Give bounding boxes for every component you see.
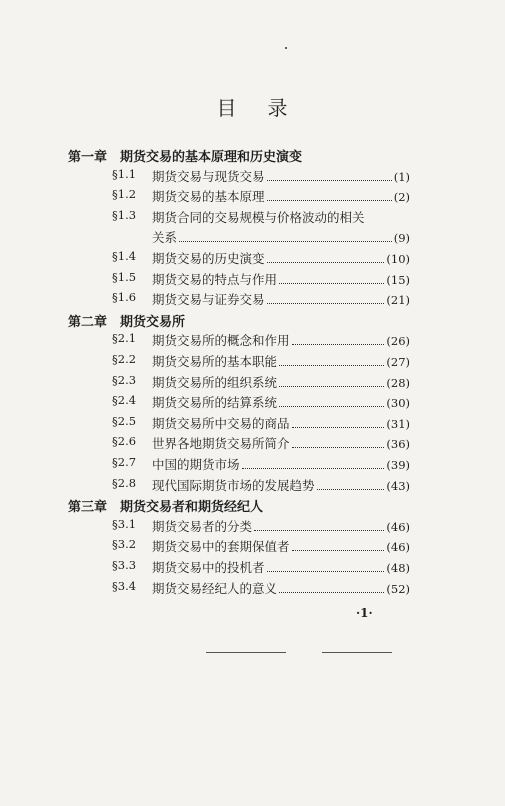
toc-entry: [112, 373, 410, 391]
section-title: 期货合同的交易规模与价格波动的相关: [152, 209, 365, 225]
section-number: §2.6: [112, 434, 137, 449]
dot-leader: [267, 190, 392, 201]
toc-entry: [112, 208, 410, 226]
chapter-heading: [68, 311, 185, 330]
section-number: §1.2: [112, 187, 137, 202]
page-ref: (46): [386, 519, 410, 534]
dot-leader: [242, 458, 385, 469]
page-ref: (10): [386, 252, 410, 266]
section-number: §3.3: [112, 558, 137, 572]
section-title: 期货交易所的基本职能: [152, 354, 278, 369]
section-title: 期货交易所中交易的商品: [152, 415, 290, 431]
toc-entry-continued: [112, 228, 410, 246]
entry-line: [152, 331, 410, 349]
dot-leader: [267, 561, 385, 572]
toc-entry: [112, 249, 410, 267]
section-number: §3.1: [112, 516, 137, 531]
entry-line: [152, 414, 410, 432]
entry-line: [152, 167, 410, 185]
section-number: §2.5: [112, 413, 137, 428]
section-number: §2.1: [112, 331, 137, 346]
dot-leader: [279, 396, 384, 407]
entry-line: [152, 187, 410, 205]
chapter-number: 第二章: [68, 314, 108, 330]
section-title: 期货交易的历史演变: [152, 251, 265, 266]
page-ref: (9): [393, 231, 410, 246]
page-ref: (31): [386, 416, 410, 431]
section-number: §2.7: [112, 455, 137, 469]
chapter-heading: [68, 496, 263, 515]
section-number: §1.4: [112, 249, 137, 263]
section-title: 世界各地期货交易所简介: [152, 436, 290, 452]
bottom-rule-left: [206, 652, 286, 653]
toc-entry: [112, 187, 410, 205]
entry-line: [152, 455, 410, 473]
page-ref: (28): [386, 375, 410, 390]
entry-line: [152, 476, 410, 494]
section-title: 期货交易所的概念和作用: [152, 333, 290, 349]
section-title-continued: 关系: [152, 230, 178, 246]
entry-line: [152, 249, 410, 267]
toc-entry: [112, 517, 410, 535]
page-ref: (46): [386, 540, 410, 555]
section-number: §1.1: [112, 166, 137, 181]
scan-speck: [285, 47, 287, 49]
dot-leader: [254, 520, 384, 531]
section-title: 期货交易中的套期保值者: [152, 539, 290, 555]
page-ref: (27): [386, 355, 410, 369]
section-title: 期货交易所的组织系统: [152, 374, 278, 390]
entry-line: [152, 373, 410, 391]
page-title: [0, 92, 505, 121]
section-number: §2.4: [112, 393, 137, 408]
page-ref: (15): [386, 272, 410, 287]
dot-leader: [317, 479, 385, 490]
toc-entry: [112, 558, 410, 576]
dot-leader: [292, 417, 385, 428]
page-ref: (36): [386, 437, 410, 452]
dot-leader: [267, 293, 385, 304]
chapter-title: 期货交易所: [120, 314, 186, 330]
dot-leader: [279, 582, 384, 593]
dot-leader: [179, 231, 392, 242]
dot-leader: [292, 437, 385, 448]
section-title: 期货交易所的结算系统: [152, 395, 278, 411]
toc-entry: [112, 434, 410, 452]
page-ref: (21): [386, 293, 410, 308]
toc-entry: [112, 414, 410, 432]
dot-leader: [279, 355, 384, 366]
entry-line: [152, 290, 410, 308]
section-title: 期货交易中的投机者: [152, 560, 265, 575]
section-title: 期货交易与证券交易: [152, 292, 265, 308]
dot-leader: [279, 273, 384, 284]
section-title: 期货交易者的分类: [152, 518, 253, 534]
section-number: §2.8: [112, 475, 137, 490]
section-title: 期货交易的特点与作用: [152, 271, 278, 287]
page-ref: (52): [386, 581, 410, 596]
chapter-number: 第三章: [68, 500, 108, 516]
toc-entry: [112, 537, 410, 555]
section-title: 期货交易的基本原理: [152, 189, 265, 205]
page-ref: (26): [386, 334, 410, 349]
dot-leader: [279, 376, 384, 387]
page-ref: (39): [386, 458, 410, 472]
section-number: §2.3: [112, 372, 137, 387]
toc-entry: [112, 331, 410, 349]
page-ref: (30): [386, 396, 410, 411]
toc-entry: [112, 476, 410, 494]
toc-entry: [112, 270, 410, 288]
chapter-title: 期货交易者和期货经纪人: [120, 500, 264, 516]
section-number: §3.4: [112, 578, 137, 593]
entry-line: [152, 517, 410, 535]
entry-line: [152, 352, 410, 370]
chapter-heading: [68, 146, 302, 165]
chapter-number: 第一章: [68, 150, 108, 165]
page-number: ·1·: [356, 606, 373, 620]
toc-entry: [112, 455, 410, 473]
toc-entry: [112, 393, 410, 411]
dot-leader: [267, 252, 385, 263]
page-ref: (48): [386, 561, 410, 575]
chapter-title: 期货交易的基本原理和历史演变: [120, 150, 303, 165]
entry-line: [152, 393, 410, 411]
toc-entry: [112, 167, 410, 185]
title-part-1: 目: [216, 96, 238, 120]
entry-line: [152, 579, 410, 597]
dot-leader: [292, 334, 385, 345]
entry-line: [152, 537, 410, 555]
section-number: §1.5: [112, 269, 137, 284]
bottom-rule-right: [322, 652, 392, 653]
page-ref: (43): [386, 478, 410, 493]
entry-line: [152, 228, 410, 246]
title-part-2: 录: [267, 96, 289, 120]
page-ref: (1): [393, 169, 410, 184]
section-title: 中国的期货市场: [152, 457, 240, 472]
section-number: §3.2: [112, 537, 137, 552]
section-title: 现代国际期货市场的发展趋势: [152, 477, 315, 493]
section-number: §1.6: [112, 290, 137, 305]
toc-entry: [112, 579, 410, 597]
dot-leader: [267, 170, 392, 181]
toc-entry: [112, 352, 410, 370]
section-title: 期货交易与现货交易: [152, 168, 265, 184]
toc-entry: [112, 290, 410, 308]
section-number: §2.2: [112, 352, 137, 366]
entry-line: [152, 434, 410, 452]
entry-line: [152, 558, 410, 576]
entry-line: [152, 270, 410, 288]
section-title: 期货交易经纪人的意义: [152, 580, 278, 596]
page-ref: (2): [393, 190, 410, 205]
dot-leader: [292, 540, 385, 551]
section-number: §1.3: [112, 207, 137, 222]
